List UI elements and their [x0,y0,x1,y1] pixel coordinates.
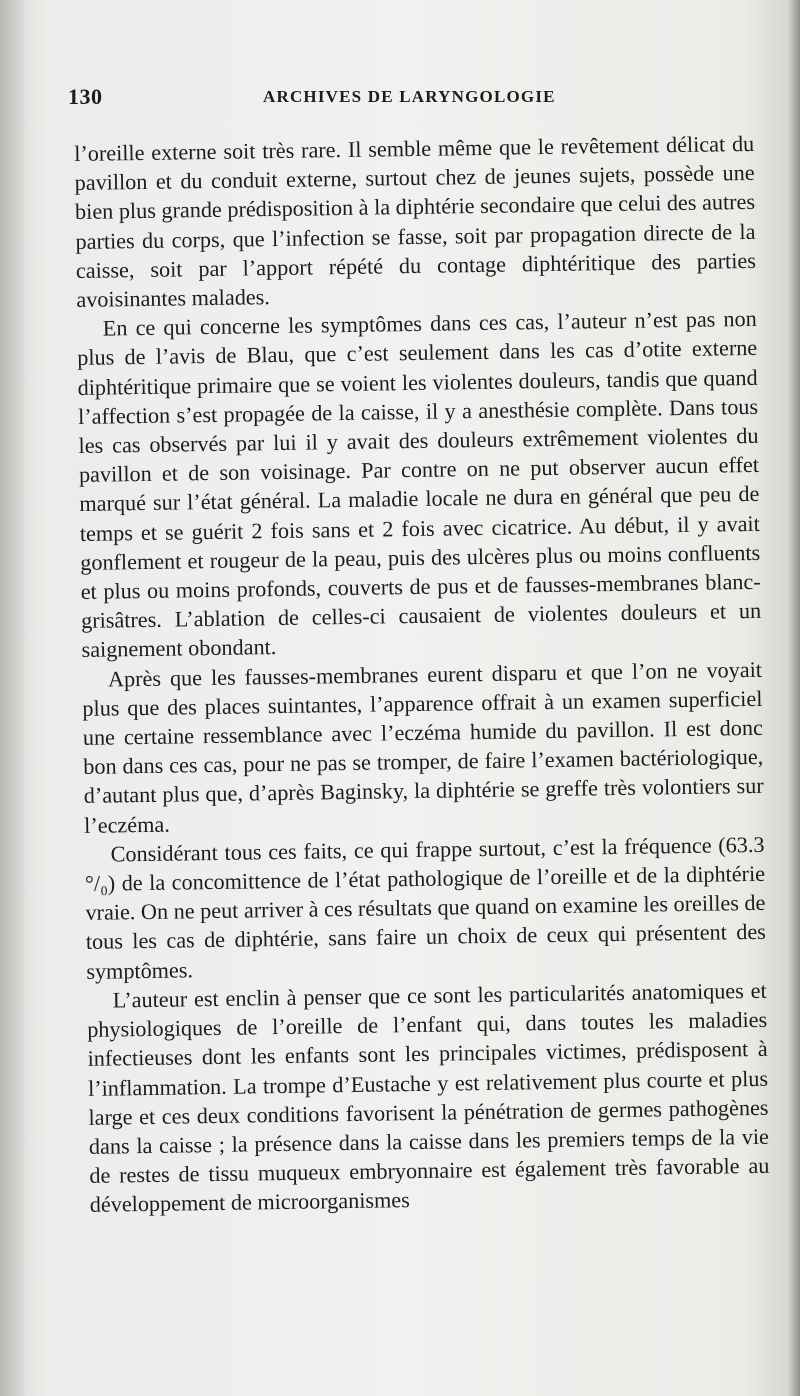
page-header [68,84,758,114]
paragraph-3: Après que les fausses-membranes eurent disparu et que l’on ne voyait plus que des places suintantes, l’apparence offrait à un examen superficiel une certaine ressemblance avec l’eczéma humide du pavillon. Il est donc bon dans ces cas, pour ne pas se tromper, de faire l’examen bactériologique, d’autant plus que, d’après Baginsky, la diphtérie se greffe très volontiers sur l’eczéma. [82,656,764,838]
paragraph-1: l’oreille externe soit très rare. Il semble même que le revêtement délicat du pavillon et du conduit externe, surtout chez de jeunes sujets, possède une bien plus grande prédisposition à la diphtérie secondaire que celui des autres parties du corps, que l’infection se fasse, soit par propagation directe de la caisse, soit par l’apport répété du contage diphtéritique des parties avoisinantes malades. [74,130,757,312]
running-title: ARCHIVES DE LARYNGOLOGIE [263,87,556,106]
page-edge-shadow [788,0,800,1396]
page-number: 130 [68,84,103,109]
body-text [74,129,770,1219]
paragraph-2: En ce qui concerne les symptômes dans ces cas, l’auteur n’est pas non plus de l’avis de Blau, que c’est seulement dans les cas d’otite externe diphtéritique primaire que se voient les violentes douleurs, tandis que quand l’affection s’est propagée de la caisse, il y a anesthésie complète. Dans tous les cas observés par lui il y avait des douleurs extrêmement violentes du pavillon et de son voisinage. Par contre on ne put observer aucun effet marqué sur l’état général. La maladie locale ne dura en général que peu de temps et se guérit 2 fois sans et 2 fois avec cicatrice. Au début, il y avait gonflement et rougeur de la peau, puis des ulcères plus ou moins confluents et plus ou moins profonds, couverts de pus et de fausses-membranes blanc-grisâtres. L’ablation de celles-ci causaient de violentes douleurs et un saignement obondant. [77,306,762,663]
paragraph-4: Considérant tous ces faits, ce qui frappe surtout, c’est la fréquence (63.3 °/₀) de la concomittence de l’état pathologique de l’oreille et de la diphtérie vraie. On ne peut arriver à ces résultats que quand on examine les oreilles de tous les cas de diphtérie, sans faire un choix de ceux qui présentent des symptômes. [84,831,767,984]
binding-shadow [0,0,28,1396]
paragraph-5: L’auteur est enclin à penser que ce sont les particularités anatomiques et physiologiques de l’oreille de l’enfant qui, dans toutes les maladies infectieuses dont les enfants sont les principales victimes, prédisposent à l’inflammation. La trompe d’Eustache y est relativement plus courte et plus large et ces deux conditions favorisent la pénétration de germes pathogènes dans la caisse ; la présence dans la caisse dans les premiers temps de la vie de restes de tissu muqueux embryonnaire est également très favorable au développement de microorganismes [87,977,770,1218]
